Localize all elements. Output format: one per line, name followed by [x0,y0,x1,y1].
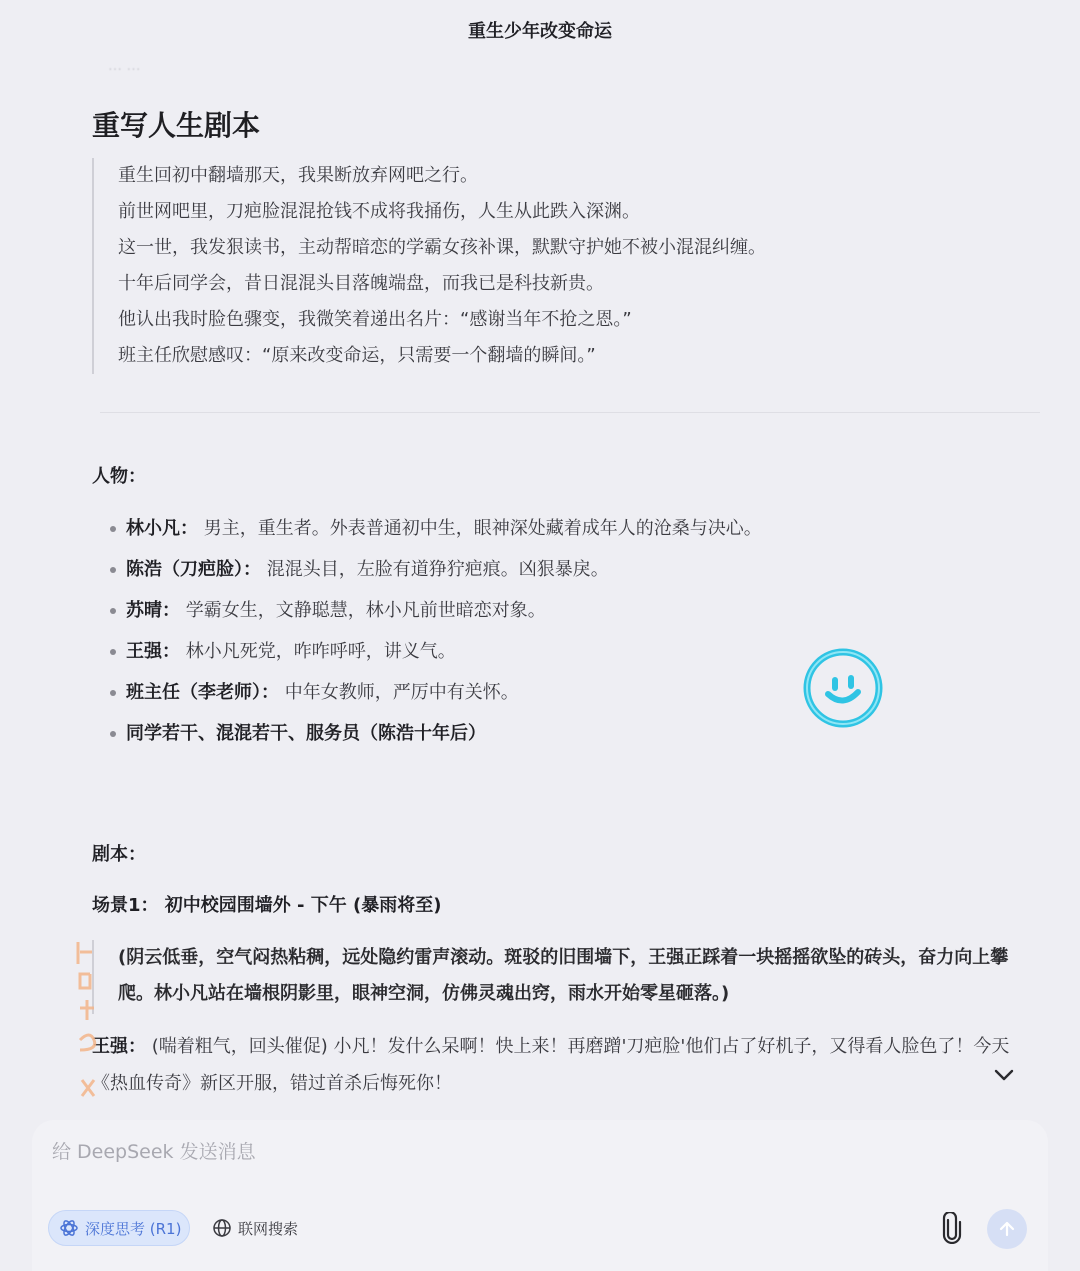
message-composer [32,1120,1048,1271]
dialogue-text: (喘着粗气，回头催促) 小凡！发什么呆啊！快上来！再磨蹭'刀疤脸'他们占了好机子，又得看人脸色了！今天《热血传奇》新区开服，错过首杀后悔死你！ [92,1036,1010,1094]
bullet-icon [110,526,116,532]
watermark-glyphs [58,930,118,1130]
bullet-icon [110,567,116,573]
scene-title: 场景1： 初中校园围墙外 - 下午 (暴雨将至) [92,895,442,916]
character-name: 林小凡： [126,518,198,539]
character-name: 班主任（李老师）： [126,682,279,703]
character-name: 王强： [126,641,180,662]
bullet-icon [110,608,116,614]
atom-icon [59,1218,79,1238]
character-name: 同学若干、混混若干、服务员（陈浩十年后） [126,723,486,744]
paperclip-icon[interactable] [938,1212,966,1244]
summary-line: 这一世，我发狠读书，主动帮暗恋的学霸女孩补课，默默守护她不被小混混纠缠。 [118,237,766,258]
character-desc: 林小凡死党，咋咋呼呼，讲义气。 [185,641,456,662]
character-desc: 中年女教师，严厉中有关怀。 [284,682,519,703]
chat-title: 重生少年改变命运 [468,21,612,42]
web-search-button[interactable] [206,1210,316,1246]
character-desc: 混混头目，左脸有道狰狞疤痕。凶狠暴戾。 [266,559,609,580]
section-heading: 重写人生剧本 [92,109,261,142]
script-label: 剧本： [92,844,146,865]
list-item [92,549,992,590]
characters-label: 人物： [92,466,146,487]
deep-think-button[interactable] [48,1210,190,1246]
message-input[interactable] [50,1136,954,1168]
globe-icon [212,1218,232,1238]
send-button[interactable] [987,1209,1027,1249]
stage-direction: (阴云低垂，空气闷热粘稠，远处隐约雷声滚动。斑驳的旧围墙下，王强正踩着一块摇摇欲坠的砖头，奋力向上攀爬。林小凡站在墙根阴影里，眼神空洞，仿佛灵魂出窍，雨水开始零星砸落。) [92,940,1042,1014]
summary-line: 重生回初中翻墙那天，我果断放弃网吧之行。 [118,165,478,186]
top-bar [0,0,1080,58]
dialogue-line [92,1028,1040,1102]
bullet-icon [110,649,116,655]
smiley-sticker-icon [801,646,885,730]
speaker-name: 王强： [92,1036,146,1057]
summary-quote [92,158,992,374]
bullet-icon [110,690,116,696]
list-item [92,508,992,549]
summary-line: 他认出我时脸色骤变，我微笑着递出名片：“感谢当年不抢之恩。” [118,309,632,330]
character-name: 陈浩（刀疤脸）： [126,559,261,580]
divider [100,412,1040,413]
summary-line: 前世网吧里，刀疤脸混混抢钱不成将我捅伤，人生从此跌入深渊。 [118,201,640,222]
faded-previous-text: … … [108,58,141,74]
bullet-icon [110,731,116,737]
deep-think-label: 深度思考 (R1) [85,1219,182,1238]
character-desc: 学霸女生，文静聪慧，林小凡前世暗恋对象。 [185,600,546,621]
character-desc: 男主，重生者。外表普通初中生，眼神深处藏着成年人的沧桑与决心。 [203,518,762,539]
web-search-label: 联网搜索 [238,1219,299,1238]
summary-line: 班主任欣慰感叹：“原来改变命运，只需要一个翻墙的瞬间。” [118,345,596,366]
scroll-down-chevron-icon[interactable] [990,1064,1018,1086]
summary-line: 十年后同学会，昔日混混头目落魄端盘，而我已是科技新贵。 [118,273,604,294]
arrow-up-icon [997,1219,1017,1239]
character-name: 苏晴： [126,600,180,621]
list-item [92,590,992,631]
